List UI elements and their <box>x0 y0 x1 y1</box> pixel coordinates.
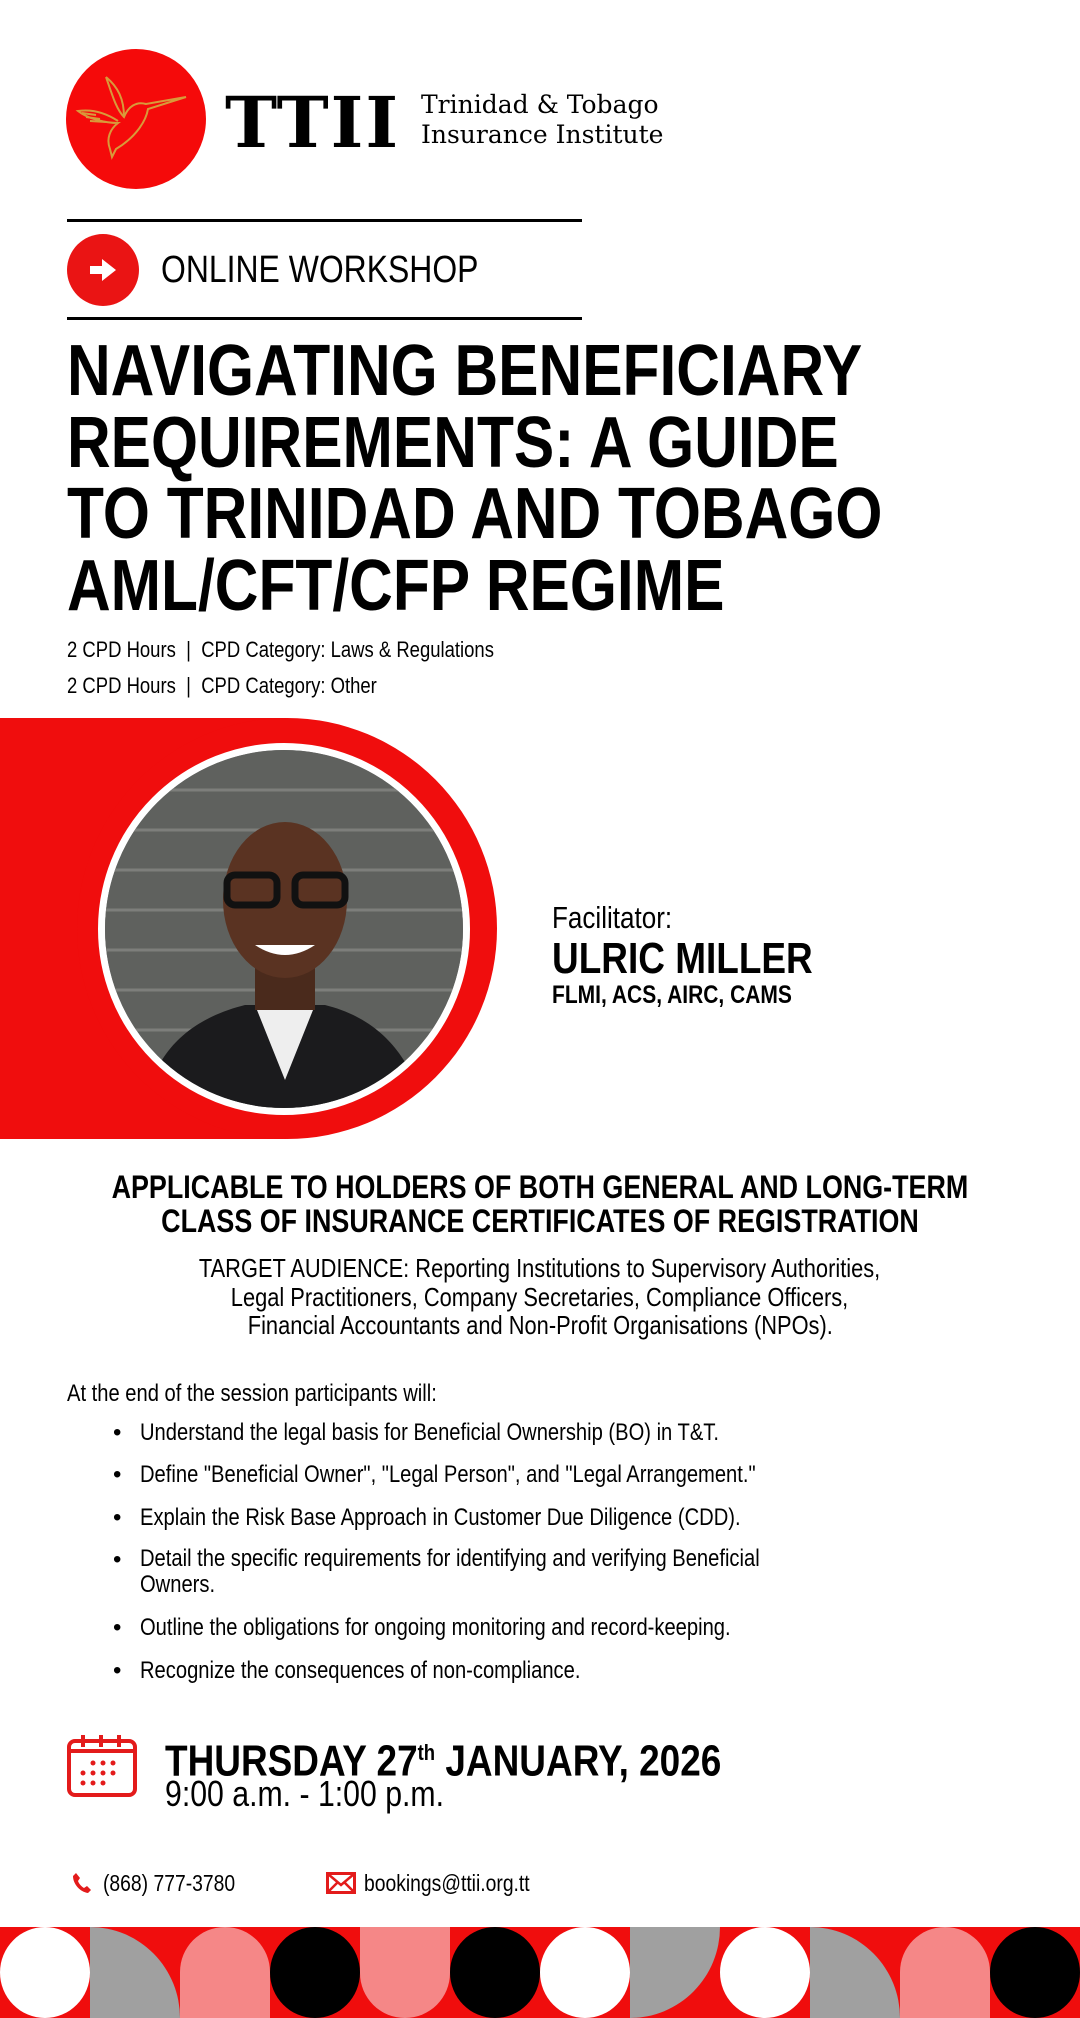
event-type: ONLINE WORKSHOP <box>161 249 479 291</box>
facilitator-photo <box>98 743 470 1115</box>
cpd-info-2: 2 CPD Hours | CPD Category: Other <box>67 673 377 698</box>
email-address[interactable]: bookings@ttii.org.tt <box>364 1870 530 1896</box>
pattern-circle <box>270 1927 360 2018</box>
logo-line-1: Trinidad & Tobago <box>421 90 659 119</box>
cpd-info-1: 2 CPD Hours | CPD Category: Laws & Regulations <box>67 637 494 662</box>
pattern-arch <box>180 1927 270 2018</box>
pattern-circle <box>450 1927 540 2018</box>
target-audience: TARGET AUDIENCE: Reporting Institutions to Supervisory Authorities, Legal Practitioners, Company Secretaries, Compliance Officers, Financial Accountants and Non-Profit Organisations (NPOs). <box>199 1253 881 1340</box>
facilitator-name: ULRIC MILLER <box>552 934 813 983</box>
divider <box>67 317 582 320</box>
phone-icon <box>72 1872 92 1899</box>
event-time: 9:00 a.m. - 1:00 p.m. <box>165 1773 445 1814</box>
logo-hummingbird <box>66 49 206 189</box>
arrow-right-icon <box>67 234 139 306</box>
pattern-circle <box>0 1927 90 2018</box>
phone-number[interactable]: (868) 777-3780 <box>103 1870 236 1896</box>
workshop-title: NAVIGATING BENEFICIARY REQUIREMENTS: A GUIDE TO TRINIDAD AND TOBAGO AML/CFT/CFP REGIME <box>67 331 883 626</box>
facilitator-label: Facilitator: <box>552 900 673 935</box>
email-icon <box>326 1872 356 1899</box>
applicable-heading: APPLICABLE TO HOLDERS OF BOTH GENERAL AND LONG-TERM CLASS OF INSURANCE CERTIFICATES OF REGISTRATION <box>111 1169 969 1239</box>
logo-wordmark: TTII <box>225 81 401 164</box>
facilitator-block <box>552 900 862 1008</box>
logo-tagline <box>421 90 663 150</box>
pattern-arch <box>360 1927 450 2018</box>
outcomes-intro: At the end of the session participants will: <box>67 1380 437 1407</box>
facilitator-credentials: FLMI, ACS, AIRC, CAMS <box>552 981 792 1009</box>
hummingbird-icon <box>66 49 206 189</box>
event-date: THURSDAY 27th JANUARY, 2026 <box>165 1736 722 1786</box>
pattern-circle <box>990 1927 1080 2018</box>
logo-line-2: Insurance Institute <box>421 120 664 149</box>
pattern-arch <box>900 1927 990 2018</box>
calendar-icon <box>67 1733 139 1802</box>
divider <box>67 219 582 222</box>
pattern-circle <box>540 1927 630 2018</box>
pattern-circle <box>720 1927 810 2018</box>
